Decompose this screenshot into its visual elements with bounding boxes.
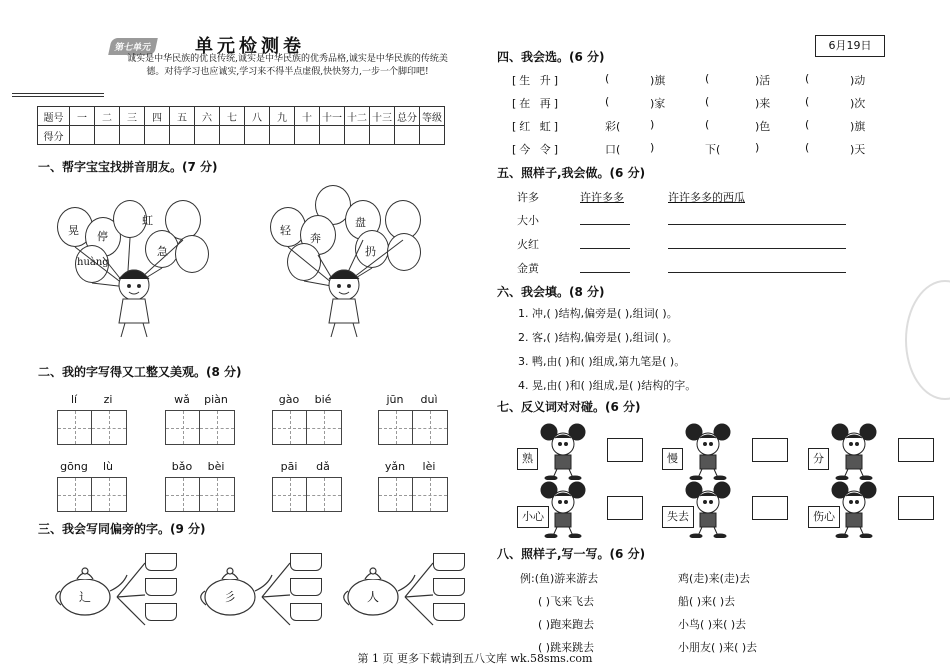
source-word: 金黄 <box>517 262 539 275</box>
section-4-title: 四、我会选。(6 分) <box>497 50 605 64</box>
pinyin-label: lí <box>70 393 78 406</box>
score-cell[interactable] <box>245 126 270 145</box>
grid-cell[interactable] <box>92 411 126 444</box>
score-cell[interactable] <box>145 126 170 145</box>
table-header-cell: 十二 <box>345 107 370 126</box>
imitate-left: ( )跑来跑去 <box>538 618 595 631</box>
table-header-cell: 等级 <box>420 107 445 126</box>
divider <box>12 96 104 97</box>
balloon-char: 轻 <box>280 224 291 237</box>
table-header-cell: 四 <box>145 107 170 126</box>
choice-item: )来 <box>755 97 771 110</box>
balloon-char: 盘 <box>355 216 366 229</box>
score-cell[interactable] <box>195 126 220 145</box>
section-2-title: 二、我的字写得又工整又美观。(8 分) <box>38 365 242 379</box>
writing-grid[interactable] <box>165 410 235 445</box>
choice-item: )活 <box>755 74 771 87</box>
grid-cell[interactable] <box>307 411 341 444</box>
writing-grid[interactable] <box>378 410 448 445</box>
grid-cell[interactable] <box>273 411 307 444</box>
antonym-word: 伤心 <box>808 506 840 528</box>
mouse-icon <box>537 422 597 480</box>
writing-grid[interactable] <box>272 477 342 512</box>
section-8-title: 八、照样子,写一写。(6 分) <box>497 547 646 561</box>
pinyin-label: gōng <box>60 460 88 473</box>
antonym-word: 失去 <box>662 506 694 528</box>
grid-cell[interactable] <box>166 478 200 511</box>
balloon-char: 奔 <box>310 232 321 245</box>
score-cell[interactable] <box>70 126 95 145</box>
writing-grid[interactable] <box>57 410 127 445</box>
page-title: 单元检测卷 <box>195 36 305 57</box>
balloon-pinyin: huàng <box>77 257 109 268</box>
answer-box[interactable] <box>752 496 788 520</box>
radical-label: 彡 <box>224 590 237 604</box>
answer-line[interactable] <box>580 248 630 249</box>
radical-label: 辶 <box>79 590 92 604</box>
balloon-char: 停 <box>97 230 108 243</box>
answer-box[interactable] <box>607 496 643 520</box>
intro-text: 诚实是中华民族的优良传统,诚实是中华民族的优秀品格,诚实是中华民族的传统美德。对待学习也应诚实,学习来不得半点虚假,快快努力,一步一个脚印吧! <box>127 54 448 77</box>
grid-cell[interactable] <box>58 411 92 444</box>
writing-grid[interactable] <box>378 477 448 512</box>
pinyin-label: pāi <box>280 460 298 473</box>
table-header-cell: 三 <box>120 107 145 126</box>
table-header-cell: 七 <box>220 107 245 126</box>
pinyin-label: zi <box>103 393 113 406</box>
choice-item: )动 <box>850 74 866 87</box>
answer-box[interactable] <box>898 438 934 462</box>
decorative-arc <box>905 280 950 400</box>
fill-line: 1. 冲,( )结构,偏旁是( ),组词( )。 <box>518 307 678 320</box>
choice-item: ( <box>805 72 810 85</box>
pinyin-label: bǎo <box>171 460 193 473</box>
writing-grid[interactable] <box>57 477 127 512</box>
choice-pair: [生 升] <box>512 74 562 87</box>
choice-item: 彩( <box>605 120 621 133</box>
choice-item: ( <box>605 95 610 108</box>
pinyin-label: lèi <box>422 460 436 473</box>
table-header-cell: 二 <box>95 107 120 126</box>
choice-item: ( <box>605 72 610 85</box>
score-label: 得分 <box>38 126 70 145</box>
grid-cell[interactable] <box>200 411 234 444</box>
table-header-cell: 十一 <box>320 107 345 126</box>
choice-item: 下( <box>705 143 721 156</box>
kid-illustration <box>265 195 430 345</box>
balloon-char: 晃 <box>68 224 79 237</box>
answer-cup[interactable] <box>145 553 177 571</box>
choice-item: )天 <box>850 143 866 156</box>
answer-cup[interactable] <box>145 603 177 621</box>
date-box: 6月19日 <box>815 35 885 57</box>
mouse-icon <box>682 422 742 480</box>
pinyin-label: jūn <box>386 393 404 406</box>
balloon-group-right <box>265 185 430 345</box>
pinyin-label: dǎ <box>316 460 330 473</box>
table-header-cell: 总分 <box>395 107 420 126</box>
fill-line: 3. 鸭,由( )和( )组成,第九笔是( )。 <box>518 355 686 368</box>
choice-item: )次 <box>850 97 866 110</box>
pinyin-label: gào <box>278 393 300 406</box>
mouse-icon <box>828 422 888 480</box>
score-cell[interactable] <box>220 126 245 145</box>
choice-item: )家 <box>650 97 666 110</box>
balloon-char: 急 <box>157 245 168 258</box>
choice-item: ( <box>705 72 710 85</box>
section-1-title: 一、帮字宝宝找拼音朋友。(7 分) <box>38 160 218 174</box>
choice-item: ( <box>805 95 810 108</box>
balloon-char: 虹 <box>142 214 153 227</box>
unit-badge: 第七单元 <box>108 38 158 55</box>
answer-cup[interactable] <box>290 553 322 571</box>
antonym-word: 熟 <box>517 448 538 470</box>
score-cell[interactable] <box>370 126 395 145</box>
score-cell[interactable] <box>345 126 370 145</box>
grid-cell[interactable] <box>92 478 126 511</box>
grid-cell[interactable] <box>379 411 413 444</box>
answer-cup[interactable] <box>433 553 465 571</box>
source-word: 大小 <box>517 214 539 227</box>
choice-item: 口( <box>605 143 621 156</box>
table-header-cell: 五 <box>170 107 195 126</box>
pinyin-label: bié <box>314 393 332 406</box>
divider <box>12 93 104 94</box>
imitate-right: 小朋友( )来( )去 <box>678 641 758 654</box>
example-left: 例:(鱼)游来游去 <box>520 572 599 585</box>
section-7-title: 七、反义词对对碰。(6 分) <box>497 400 641 414</box>
choice-item: ( <box>705 118 710 131</box>
answer-line[interactable] <box>668 248 846 249</box>
balloon-group-left <box>55 195 220 345</box>
pinyin-label: lù <box>102 460 114 473</box>
balloon-char: 扔 <box>365 245 376 258</box>
section-3-title: 三、我会写同偏旁的字。(9 分) <box>38 522 206 536</box>
example-answer: 许许多多 <box>580 191 624 204</box>
choice-item: ( <box>805 141 810 154</box>
imitate-left: ( )跳来跳去 <box>538 641 595 654</box>
table-header-cell: 一 <box>70 107 95 126</box>
score-cell[interactable] <box>295 126 320 145</box>
grid-cell[interactable] <box>307 478 341 511</box>
choice-pair: [今 令] <box>512 143 562 156</box>
answer-cup[interactable] <box>145 578 177 596</box>
pinyin-label: duì <box>420 393 438 406</box>
source-word: 火红 <box>517 238 539 251</box>
writing-grid[interactable] <box>272 410 342 445</box>
score-cell[interactable] <box>270 126 295 145</box>
imitate-right: 小鸟( )来( )去 <box>678 618 747 631</box>
answer-line[interactable] <box>668 272 846 273</box>
score-cell[interactable] <box>420 126 445 145</box>
grid-cell[interactable] <box>273 478 307 511</box>
answer-line[interactable] <box>580 272 630 273</box>
antonym-word: 小心 <box>517 506 549 528</box>
answer-line[interactable] <box>580 224 630 225</box>
antonym-word: 慢 <box>662 448 683 470</box>
choice-item: ) <box>650 141 655 154</box>
score-cell[interactable] <box>395 126 420 145</box>
choice-item: )旗 <box>850 120 866 133</box>
choice-item: ) <box>755 141 760 154</box>
answer-box[interactable] <box>607 438 643 462</box>
score-cell[interactable] <box>120 126 145 145</box>
fill-line: 4. 晃,由( )和( )组成,是( )结构的字。 <box>518 379 697 392</box>
fill-line: 2. 客,( )结构,偏旁是( ),组词( )。 <box>518 331 678 344</box>
grid-cell[interactable] <box>200 478 234 511</box>
example-word: 许多 <box>517 191 539 204</box>
score-cell[interactable] <box>320 126 345 145</box>
score-cell[interactable] <box>170 126 195 145</box>
pinyin-label: bèi <box>207 460 225 473</box>
answer-cup[interactable] <box>290 603 322 621</box>
table-header-cell: 十 <box>295 107 320 126</box>
imitate-right: 船( )来( )去 <box>678 595 736 608</box>
footer-text: 第 1 页 更多下载请到五八文库 wk.58sms.com <box>357 652 593 665</box>
writing-grid[interactable] <box>165 477 235 512</box>
radical-label: 人 <box>367 590 380 604</box>
example-answer: 许许多多的西瓜 <box>668 191 745 204</box>
kid-illustration <box>55 195 220 345</box>
antonym-word: 分 <box>808 448 829 470</box>
choice-pair: [在 再] <box>512 97 562 110</box>
choice-item: )色 <box>755 120 771 133</box>
answer-line[interactable] <box>668 224 846 225</box>
grid-cell[interactable] <box>58 478 92 511</box>
grid-cell[interactable] <box>166 411 200 444</box>
grid-cell[interactable] <box>413 478 447 511</box>
answer-cup[interactable] <box>290 578 322 596</box>
pinyin-label: wǎ <box>174 393 190 406</box>
imitate-left: ( )飞来飞去 <box>538 595 595 608</box>
answer-cup[interactable] <box>433 578 465 596</box>
answer-cup[interactable] <box>433 603 465 621</box>
choice-item: )旗 <box>650 74 666 87</box>
section-5-title: 五、照样子,我会做。(6 分) <box>497 166 646 180</box>
pinyin-label: yǎn <box>384 460 406 473</box>
grid-cell[interactable] <box>379 478 413 511</box>
choice-item: ) <box>650 118 655 131</box>
table-header: 题号 <box>38 107 70 126</box>
answer-box[interactable] <box>752 438 788 462</box>
table-header-cell: 十三 <box>370 107 395 126</box>
answer-box[interactable] <box>898 496 934 520</box>
grid-cell[interactable] <box>413 411 447 444</box>
choice-item: ( <box>805 118 810 131</box>
table-header-cell: 八 <box>245 107 270 126</box>
table-header-cell: 九 <box>270 107 295 126</box>
table-header-cell: 六 <box>195 107 220 126</box>
section-6-title: 六、我会填。(8 分) <box>497 285 605 299</box>
score-cell[interactable] <box>95 126 120 145</box>
pinyin-label: piàn <box>204 393 228 406</box>
choice-item: ( <box>705 95 710 108</box>
example-right: 鸡(走)来(走)去 <box>678 572 751 585</box>
choice-pair: [红 虹] <box>512 120 562 133</box>
score-table <box>37 106 445 145</box>
